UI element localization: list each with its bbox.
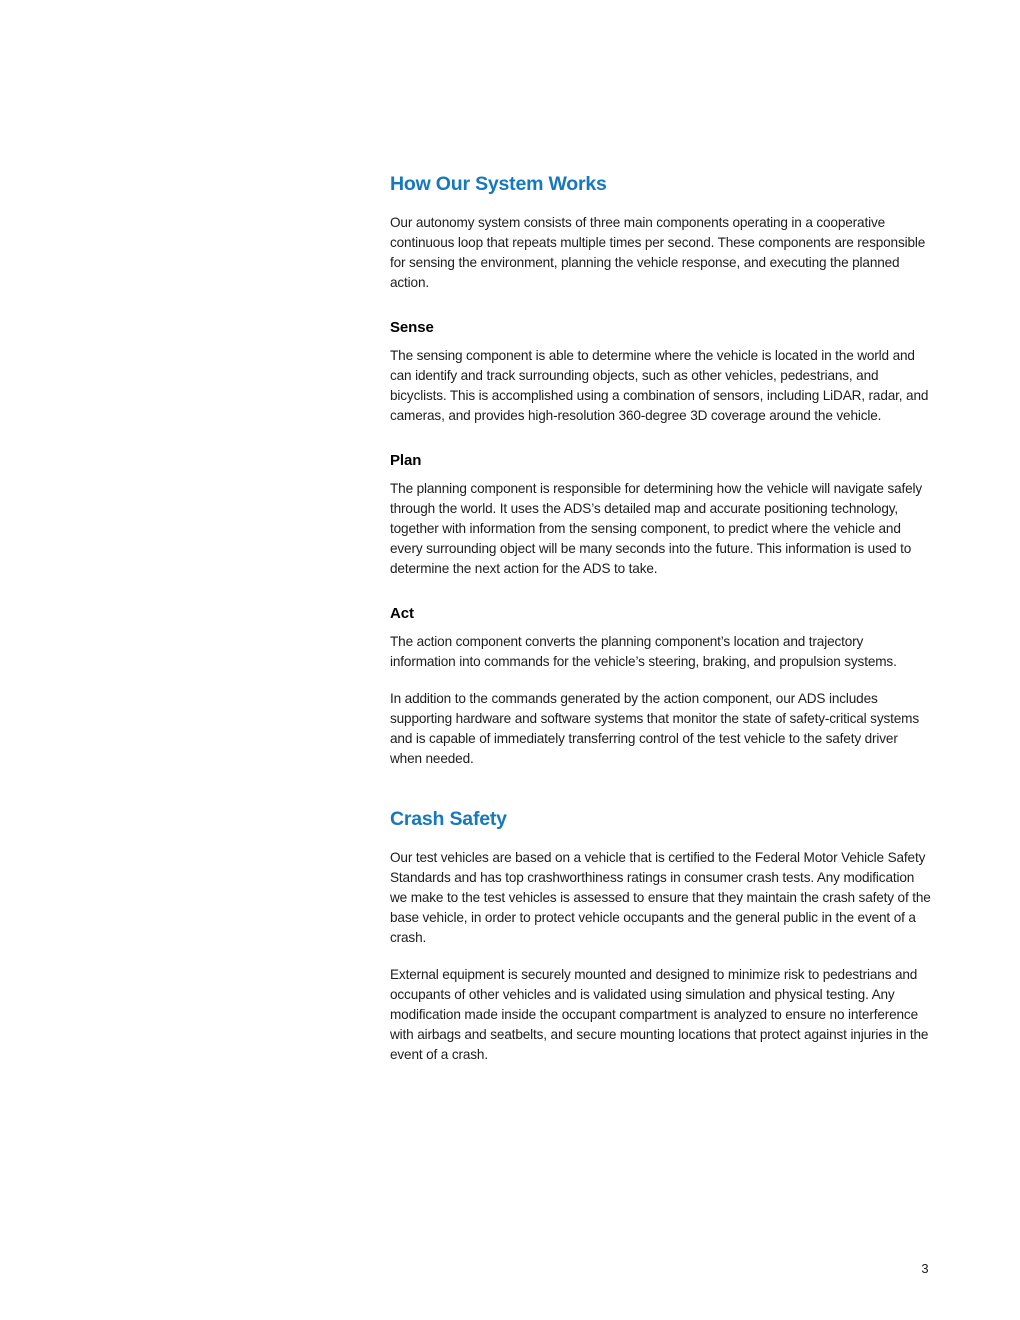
section-heading-how-our-system-works: How Our System Works [390, 173, 607, 195]
paragraph-crash-safety-1: Our test vehicles are based on a vehicle that is certified to the Federal Motor Vehicle Safety Standards and has top crashworthiness ratings in consumer crash tests. Any modification we make to the test vehicles is assessed to ensure that they maintain the crash safety of the base vehicle, in order to protect vehicle occupants and the general public in the event of a crash. [390, 850, 931, 945]
page-content [390, 172, 931, 1082]
paragraph-crash-safety-2: External equipment is securely mounted and designed to minimize risk to pedestrians and occupants of other vehicles and is validated using simulation and physical testing. Any modification made inside the occupant compartment is analyzed to ensure no interference with airbags and seatbelts, and secure mounting locations that protect against injuries in the event of a crash. [390, 967, 929, 1062]
subsection-heading-plan: Plan [390, 452, 422, 469]
paragraph-act-1: The action component converts the planning component’s location and trajectory information into commands for the vehicle’s steering, braking, and propulsion systems. [390, 634, 897, 669]
subsection-heading-sense: Sense [390, 319, 434, 336]
paragraph-sense: The sensing component is able to determine where the vehicle is located in the world and can identify and track surrounding objects, such as other vehicles, pedestrians, and bicyclists. This is accomplished using a combination of sensors, including LiDAR, radar, and cameras, and provides high-resolution 360-degree 3D coverage around the vehicle. [390, 348, 929, 423]
paragraph-plan: The planning component is responsible for determining how the vehicle will navigate safely through the world. It uses the ADS’s detailed map and accurate positioning technology, together with information from the sensing component, to predict where the vehicle and every surrounding object will be many seconds into the future. This information is used to determine the next action for the ADS to take. [390, 481, 923, 576]
paragraph-system-intro: Our autonomy system consists of three main components operating in a cooperative continuous loop that repeats multiple times per second. These components are responsible for sensing the environment, planning the vehicle response, and executing the planned action. [390, 215, 926, 290]
page-number: 3 [921, 1261, 929, 1276]
section-heading-crash-safety: Crash Safety [390, 808, 507, 830]
subsection-heading-act: Act [390, 605, 414, 622]
paragraph-act-2: In addition to the commands generated by the action component, our ADS includes supporting hardware and software systems that monitor the state of safety-critical systems and is capable of immediately transferring control of the test vehicle to the safety driver when needed. [390, 691, 919, 766]
